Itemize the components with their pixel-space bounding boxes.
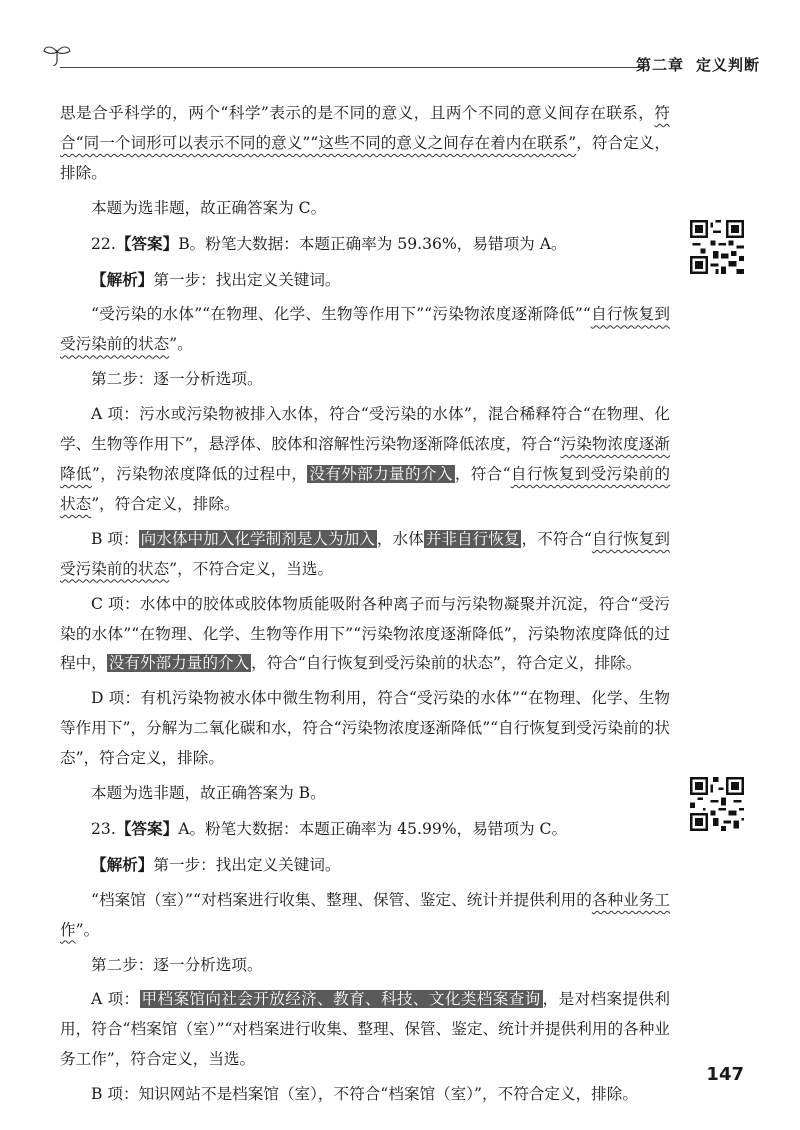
paragraph (60, 1080, 670, 1110)
paragraph-text: 第一步：找出定义关键词。 (153, 855, 341, 874)
bold-label: 【解析】 (91, 269, 154, 289)
paragraph-text: ，符合定义，排除。 (60, 133, 670, 182)
paragraph-text: A。粉笔大数据：本题正确率为 45.99%，易错项为 C。 (178, 819, 568, 838)
chapter-label: 第二章 (635, 56, 684, 74)
paragraph-text: 第一步：找出定义关键词。 (153, 270, 341, 289)
header-rule (60, 67, 645, 68)
wavy-underlined-text: 自行恢复到受污染前的状态 (60, 529, 670, 578)
paragraph-text: C 项：水体中的胶体或胶体物质能吸附各种离子而与污染物凝聚并沉淀，符合“受污染的水体”“在物理、化学、生物等作用下”“污染物浓度逐渐降低”，污染物浓度降低的过程中， (60, 594, 670, 673)
paragraph-text: ”，不符合定义，当选。 (169, 559, 334, 578)
highlighted-text: 没有外部力量的介入 (108, 654, 250, 673)
highlighted-text: 向水体中加入化学制剂是人为加入 (140, 529, 375, 548)
paragraph-text: 第二步：逐一分析选项。 (91, 955, 263, 974)
paragraph (60, 814, 670, 845)
wavy-underlined-text: 污染物浓度逐渐降低 (60, 435, 670, 483)
paragraph (60, 365, 670, 395)
paragraph-text: ”，污染物浓度降低的过程中， (91, 464, 308, 483)
bold-label: 【答案】 (115, 818, 179, 838)
paragraph-text: 本题为选非题，故正确答案为 C。 (91, 198, 327, 217)
paragraph-text: 本题为选非题，故正确答案为 B。 (91, 784, 326, 803)
paragraph-text: ”。 (75, 920, 100, 939)
paragraph-text: 第二步：逐一分析选项。 (91, 370, 263, 389)
paragraph-text: B 项：知识网站不是档案馆（室），不符合“档案馆（室）”，不符合定义，排除。 (91, 1085, 638, 1104)
paragraph (60, 850, 670, 881)
paragraph (60, 265, 670, 296)
paragraph (60, 590, 670, 680)
leaf-icon (42, 42, 72, 66)
page-header (40, 40, 760, 80)
paragraph-text: 23. (91, 819, 116, 838)
qr-code-icon (690, 220, 744, 274)
paragraph (60, 985, 670, 1075)
paragraph-text: A 项：污水或污染物被排入水体，符合“受污染的水体”，混合稀释符合“在物理、化学、生物等作用下”，悬浮体、胶体和溶解性污染物逐渐降低浓度，符合“ (60, 405, 670, 454)
paragraph-text: A 项： (91, 990, 140, 1009)
paragraph-text: 22. (91, 234, 116, 253)
highlighted-text: 没有外部力量的介入 (309, 464, 453, 483)
paragraph (60, 684, 670, 774)
paragraph-text: ”。 (169, 335, 193, 354)
paragraph-text: “受污染的水体”“在物理、化学、生物等作用下”“污染物浓度逐渐降低”“ (91, 305, 591, 324)
chapter-title (624, 54, 760, 75)
paragraph-text: ，是对档案提供利用，符合“档案馆（室）”“对档案进行收集、整理、保管、鉴定、统计并提供利用的各种业务工作”，符合定义，当选。 (60, 990, 670, 1069)
paragraph-text: B。粉笔大数据：本题正确率为 59.36%，易错项为 A。 (178, 234, 567, 253)
highlighted-text: 并非自行恢复 (425, 529, 520, 548)
paragraph-text: D 项：有机污染物被水体中微生物利用，符合“受污染的水体”“在物理、化学、生物等作用下”，分解为二氧化碳和水，符合“污染物浓度逐渐降低”“自行恢复到受污染前的状态”，符合定义，排除。 (60, 689, 670, 768)
paragraph (60, 886, 670, 946)
paragraph (60, 525, 670, 585)
paragraph-text: ，不符合“ (521, 529, 592, 548)
paragraph-text: ，符合“ (454, 464, 511, 483)
qr-code-icon (690, 777, 744, 831)
bold-label: 【解析】 (91, 854, 154, 874)
section-label: 定义判断 (695, 56, 760, 74)
paragraph (60, 194, 670, 224)
paragraph (60, 951, 670, 981)
page-number: 147 (706, 1064, 744, 1085)
paragraph-text: ，水体 (376, 529, 424, 548)
highlighted-text: 甲档案馆向社会开放经济、教育、科技、文化类档案查询 (141, 990, 541, 1009)
wavy-underlined-text: 各种业务工作 (60, 890, 670, 939)
wavy-underlined-text: 自行恢复到受污染前的状态 (60, 464, 670, 513)
wavy-underlined-text: 符合“同一个词形可以表示不同的意义”“这些不同的意义之间存在着内在联系” (60, 104, 670, 152)
paragraph (60, 300, 670, 360)
bold-label: 【答案】 (115, 233, 179, 253)
explanation-body (60, 99, 670, 1115)
paragraph-text: ，符合“自行恢复到受污染前的状态”，符合定义，排除。 (251, 654, 642, 673)
paragraph (60, 229, 670, 260)
paragraph (60, 400, 670, 520)
wavy-underlined-text: 自行恢复到受污染前的状态 (60, 305, 670, 354)
paragraph-text: 思是合乎科学的，两个“科学”表示的是不同的意义，且两个不同的意义间存在联系， (60, 104, 655, 122)
paragraph (60, 99, 670, 189)
paragraph-text: ”，符合定义，排除。 (91, 494, 240, 513)
paragraph (60, 779, 670, 809)
paragraph-text: B 项： (91, 529, 139, 548)
paragraph-text: “档案馆（室）”“对档案进行收集、整理、保管、鉴定、统计并提供利用的 (91, 890, 592, 909)
